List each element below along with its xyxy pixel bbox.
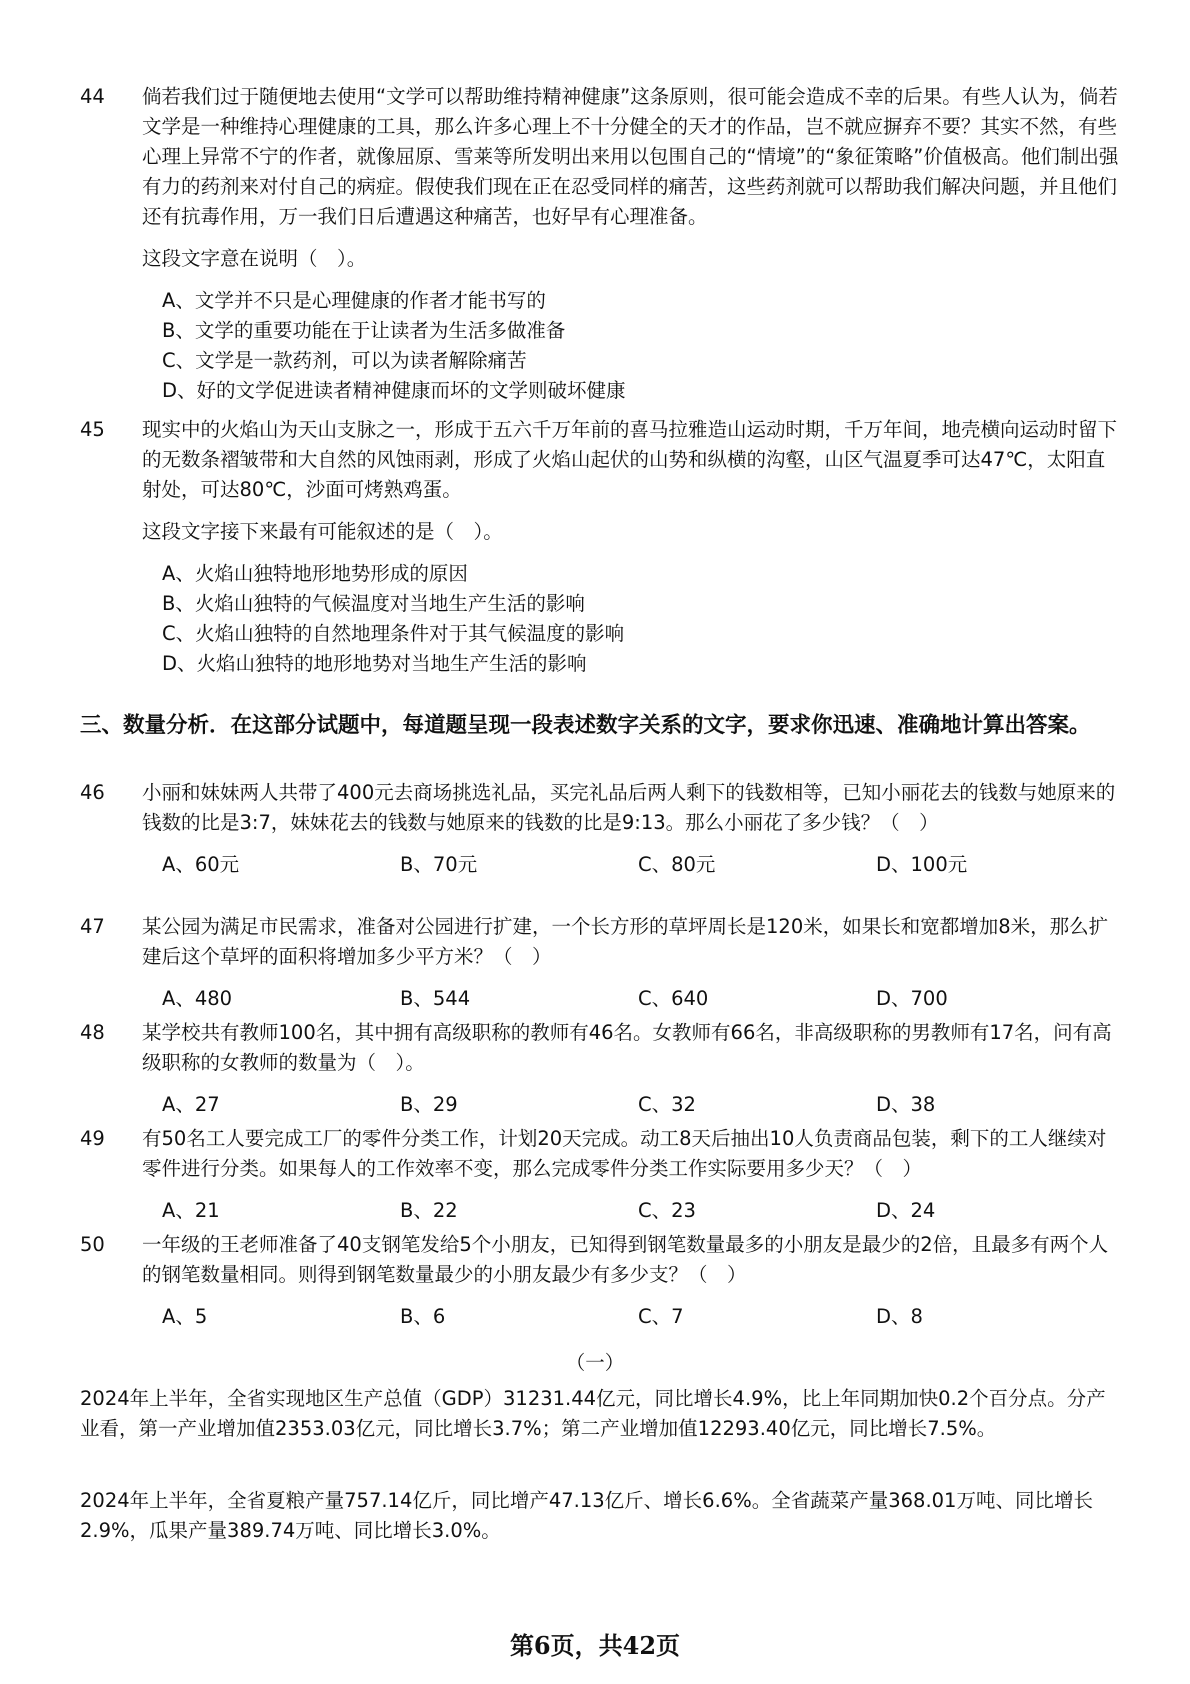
page-footer: 第6页，共42页 bbox=[509, 1631, 681, 1660]
question-number: 46 bbox=[80, 781, 105, 804]
option-b: B、文学的重要功能在于让读者为生活多做准备 bbox=[162, 319, 566, 342]
question-number: 50 bbox=[80, 1233, 105, 1256]
question-text: 某学校共有教师100名，其中拥有高级职称的教师有46名。女教师有66名，非高级职称的男教师有17名，问有高级职称的女教师的数量为（ ）。 bbox=[142, 1021, 1112, 1074]
question-number: 48 bbox=[80, 1021, 105, 1044]
question-50 bbox=[80, 1230, 1120, 1332]
question-text: 有50名工人要完成工厂的零件分类工作，计划20天完成。动工8天后抽出10人负责商品包装，剩下的工人继续对零件进行分类。如果每人的工作效率不变，那么完成零件分类工作实际要用多少天？（ ） bbox=[142, 1127, 1107, 1180]
section-heading: 三、数量分析．在这部分试题中，每道题呈现一段表述数字关系的文字，要求你迅速、准确地计算出答案。 bbox=[80, 713, 1091, 738]
question-text: 现实中的火焰山为天山支脉之一，形成于五六千万年前的喜马拉雅造山运动时期，千万年间，地壳横向运动时留下的无数条褶皱带和大自然的风蚀雨剥，形成了火焰山起伏的山势和纵横的沟壑，山区气温夏季可达47℃，太阳直射处，可达80℃，沙面可烤熟鸡蛋。 bbox=[142, 418, 1118, 501]
option-c: C、7 bbox=[638, 1305, 684, 1328]
option-b: B、29 bbox=[400, 1093, 458, 1116]
question-45 bbox=[80, 415, 1120, 679]
question-number: 44 bbox=[80, 85, 105, 108]
option-d: D、好的文学促进读者精神健康而坏的文学则破坏健康 bbox=[162, 379, 626, 402]
question-text: 某公园为满足市民需求，准备对公园进行扩建，一个长方形的草坪周长是120米，如果长和宽都增加8米，那么扩建后这个草坪的面积将增加多少平方米？（ ） bbox=[142, 915, 1109, 968]
question-49 bbox=[80, 1124, 1120, 1226]
option-b: B、544 bbox=[400, 987, 471, 1010]
option-c: C、80元 bbox=[638, 853, 716, 876]
option-a: A、60元 bbox=[162, 853, 240, 876]
option-d: D、火焰山独特的地形地势对当地生产生活的影响 bbox=[162, 652, 587, 675]
options-row bbox=[162, 1090, 1120, 1120]
option-c: C、640 bbox=[638, 987, 709, 1010]
option-a: A、27 bbox=[162, 1093, 220, 1116]
option-b: B、6 bbox=[400, 1305, 446, 1328]
option-a: A、火焰山独特地形地势形成的原因 bbox=[162, 562, 468, 585]
material-heading: （一） bbox=[565, 1351, 625, 1374]
option-a: A、5 bbox=[162, 1305, 208, 1328]
question-number: 47 bbox=[80, 915, 105, 938]
options-row bbox=[162, 984, 1120, 1014]
question-46 bbox=[80, 778, 1120, 880]
question-number: 45 bbox=[80, 418, 105, 441]
option-a: A、480 bbox=[162, 987, 233, 1010]
option-b: B、22 bbox=[400, 1199, 458, 1222]
question-48 bbox=[80, 1018, 1120, 1120]
option-d: D、24 bbox=[876, 1199, 936, 1222]
option-c: C、火焰山独特的自然地理条件对于其气候温度的影响 bbox=[162, 622, 625, 645]
material-paragraph: 2024年上半年，全省夏粮产量757.14亿斤，同比增产47.13亿斤、增长6.6%。全省蔬菜产量368.01万吨、同比增长2.9%，瓜果产量389.74万吨、同比增长3.0%。 bbox=[80, 1489, 1093, 1542]
question-prompt: 这段文字接下来最有可能叙述的是（ ）。 bbox=[142, 520, 503, 543]
question-text: 一年级的王老师准备了40支钢笔发给5个小朋友，已知得到钢笔数量最多的小朋友是最少的2倍，且最多有两个人的钢笔数量相同。则得到钢笔数量最少的小朋友最少有多少支？（ ） bbox=[142, 1233, 1109, 1286]
question-44 bbox=[80, 82, 1120, 406]
option-c: C、23 bbox=[638, 1199, 696, 1222]
options-row bbox=[162, 1196, 1120, 1226]
option-d: D、700 bbox=[876, 987, 948, 1010]
option-d: D、38 bbox=[876, 1093, 936, 1116]
options-row bbox=[162, 1302, 1120, 1332]
option-b: B、火焰山独特的气候温度对当地生产生活的影响 bbox=[162, 592, 585, 615]
option-c: C、文学是一款药剂，可以为读者解除痛苦 bbox=[162, 349, 527, 372]
material-paragraph: 2024年上半年，全省实现地区生产总值（GDP）31231.44亿元，同比增长4.9%，比上年同期加快0.2个百分点。分产业看，第一产业增加值2353.03亿元，同比增长3.7%；第二产业增加值12293.40亿元，同比增长7.5%。 bbox=[80, 1387, 1106, 1440]
question-number: 49 bbox=[80, 1127, 105, 1150]
option-c: C、32 bbox=[638, 1093, 696, 1116]
options-list bbox=[162, 559, 1120, 679]
option-d: D、8 bbox=[876, 1305, 923, 1328]
question-prompt: 这段文字意在说明（ ）。 bbox=[142, 247, 367, 270]
question-47 bbox=[80, 912, 1120, 1014]
option-d: D、100元 bbox=[876, 853, 968, 876]
option-a: A、文学并不只是心理健康的作者才能书写的 bbox=[162, 289, 546, 312]
options-row bbox=[162, 850, 1120, 880]
question-text: 小丽和妹妹两人共带了400元去商场挑选礼品，买完礼品后两人剩下的钱数相等，已知小丽花去的钱数与她原来的钱数的比是3:7，妹妹花去的钱数与她原来的钱数的比是9:13。那么小丽花了多少钱？（ ） bbox=[142, 781, 1116, 834]
option-b: B、70元 bbox=[400, 853, 478, 876]
options-list bbox=[162, 286, 1120, 406]
option-a: A、21 bbox=[162, 1199, 220, 1222]
question-text: 倘若我们过于随便地去使用“文学可以帮助维持精神健康”这条原则，很可能会造成不幸的后果。有些人认为，倘若文学是一种维持心理健康的工具，那么许多心理上不十分健全的天才的作品，岂不就应摒弃不要？其实不然，有些心理上异常不宁的作者，就像屈原、雪莱等所发明出来用以包围自己的“情境”的“象征策略”价值极高。他们制出强有力的药剂来对付自己的病症。假使我们现在正在忍受同样的痛苦，这些药剂就可以帮助我们解决问题，并且他们还有抗毒作用，万一我们日后遭遇这种痛苦，也好早有心理准备。 bbox=[142, 85, 1119, 228]
